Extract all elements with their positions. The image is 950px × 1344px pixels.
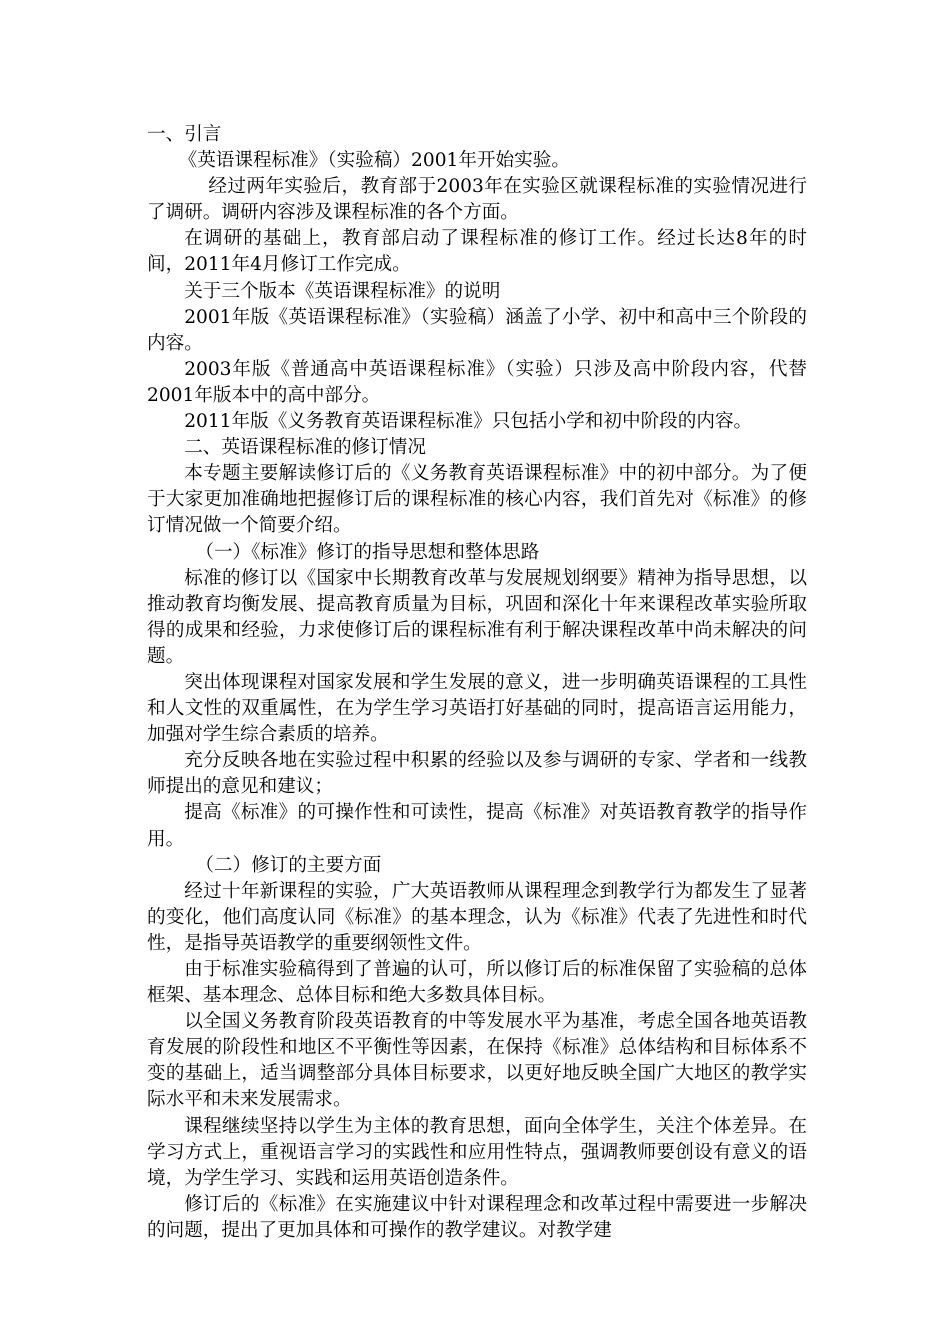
paragraph: 《英语课程标准》（实验稿）2001年开始实验。 — [178, 150, 570, 172]
paragraph: 本专题主要解读修订后的《义务教育英语课程标准》中的初中部分。为了便于大家更加准确地把握修订后的课程标准的核心内容，我们首先对《标准》的修订情况做一个简要介绍。 — [147, 463, 807, 537]
paragraph: 在调研的基础上，教育部启动了课程标准的修订工作。经过长达8年的时间，2011年4月修订工作完成。 — [147, 228, 807, 276]
paragraph: 经过十年新课程的实验，广大英语教师从课程理念到教学行为都发生了显著的变化，他们高度认同《标准》的基本理念，认为《标准》代表了先进性和时代性，是指导英语教学的重要纲领性文件。 — [147, 880, 807, 954]
paragraph: 充分反映各地在实验过程中积累的经验以及参与调研的专家、学者和一线教师提出的意见和建议； — [147, 750, 807, 798]
paragraph: 以全国义务教育阶段英语教育的中等发展水平为基准，考虑全国各地英语教育发展的阶段性和地区不平衡性等因素，在保持《标准》总体结构和目标体系不变的基础上，适当调整部分具体目标要求，以更好地反映全国广大地区的教学实际水平和未来发展需求。 — [147, 1011, 807, 1111]
paragraph: 关于三个版本《英语课程标准》的说明 — [184, 280, 501, 302]
paragraph: 由于标准实验稿得到了普遍的认可，所以修订后的标准保留了实验稿的总体框架、基本理念、总体目标和绝大多数具体目标。 — [147, 959, 807, 1007]
paragraph: 修订后的《标准》在实施建议中针对课程理念和改革过程中需要进一步解决的问题，提出了更加具体和可操作的教学建议。对教学建 — [147, 1193, 807, 1241]
section-heading: 一、引言 — [147, 124, 222, 145]
paragraph: 突出体现课程对国家发展和学生发展的意义，进一步明确英语课程的工具性和人文性的双重属性，在为学生学习英语打好基础的同时，提高语言运用能力，加强对学生综合素质的培养。 — [147, 671, 807, 746]
paragraph: 2001年版《英语课程标准》（实验稿）涵盖了小学、初中和高中三个阶段的内容。 — [147, 306, 807, 354]
paragraph: 2011年版《义务教育英语课程标准》只包括小学和初中阶段的内容。 — [184, 411, 753, 433]
paragraph: 二、英语课程标准的修订情况 — [184, 437, 426, 459]
paragraph: 提高《标准》的可操作性和可读性，提高《标准》对英语教育教学的指导作用。 — [147, 802, 807, 850]
paragraph: 2003年版《普通高中英语课程标准》（实验）只涉及高中阶段内容，代替2001年版本中的高中部分。 — [147, 358, 807, 406]
paragraph: 经过两年实验后，教育部于2003年在实验区就课程标准的实验情况进行了调研。调研内容涉及课程标准的各个方面。 — [147, 176, 807, 224]
paragraph: 标准的修订以《国家中长期教育改革与发展规划纲要》精神为指导思想，以推动教育均衡发展、提高教育质量为目标，巩固和深化十年来课程改革实验所取得的成果和经验，力求使修订后的课程标准有利于解决课程改革中尚未解决的问题。 — [147, 567, 807, 667]
document-body — [147, 122, 807, 1244]
paragraph: 课程继续坚持以学生为主体的教育思想，面向全体学生，关注个体差异。在学习方式上，重视语言学习的实践性和应用性特点，强调教师要创设有意义的语境，为学生学习、实践和运用英语创造条件。 — [147, 1115, 807, 1189]
paragraph: （二）修订的主要方面 — [195, 854, 382, 876]
paragraph: （一）《标准》修订的指导思想和整体思路 — [195, 541, 540, 563]
